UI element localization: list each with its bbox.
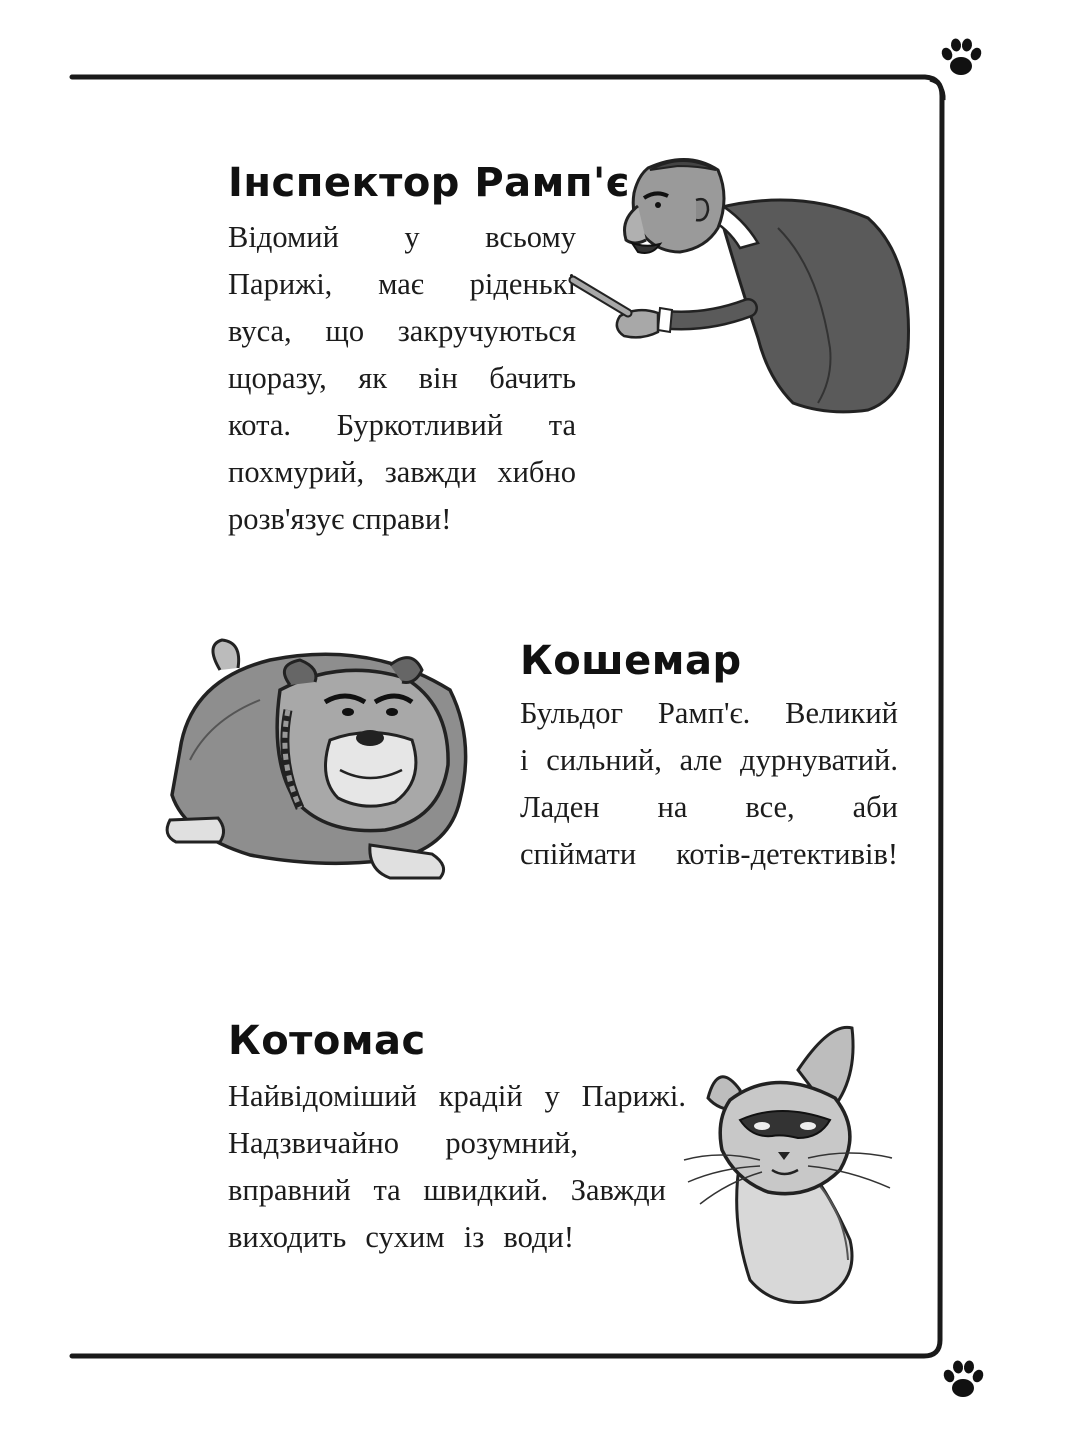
description-line: Ладен на все, аби [520, 790, 898, 824]
description-line: виходить сухим із води! [228, 1220, 574, 1254]
paw-print-icon [938, 1356, 988, 1406]
inspector-illustration [568, 148, 928, 418]
description-line: Відомий у всьому [228, 220, 576, 254]
description-line: розв'язує справи! [228, 502, 452, 536]
character-description-inspector [228, 214, 576, 543]
description-line: щоразу, як він бачить [228, 361, 576, 395]
description-line: Бульдог Рамп'є. Великий [520, 696, 898, 730]
description-line: вуса, що закручуються [228, 314, 576, 348]
description-line: Найвідоміший крадій у Парижі. [228, 1079, 686, 1113]
character-description-bulldog [520, 690, 898, 878]
character-name-inspector: Інспектор Рамп'є [228, 160, 630, 206]
description-line: кота. Буркотливий та [228, 408, 576, 442]
character-name-bulldog: Кошемар [520, 638, 742, 684]
description-line: Парижі, має ріденькі [228, 267, 576, 301]
character-description-cat [228, 1073, 686, 1261]
character-name-cat: Котомас [228, 1018, 426, 1064]
bulldog-illustration [150, 630, 480, 892]
description-line: і сильний, але дурнуватий. [520, 743, 898, 777]
description-line: вправний та швидкий. Завжди [228, 1173, 666, 1207]
description-line: спіймати котів-детективів! [520, 837, 898, 871]
description-line: Надзвичайно розумний, [228, 1126, 578, 1160]
description-line: похмурий, завжди хибно [228, 455, 576, 489]
cat-illustration [680, 1020, 900, 1316]
paw-print-icon [936, 34, 986, 84]
